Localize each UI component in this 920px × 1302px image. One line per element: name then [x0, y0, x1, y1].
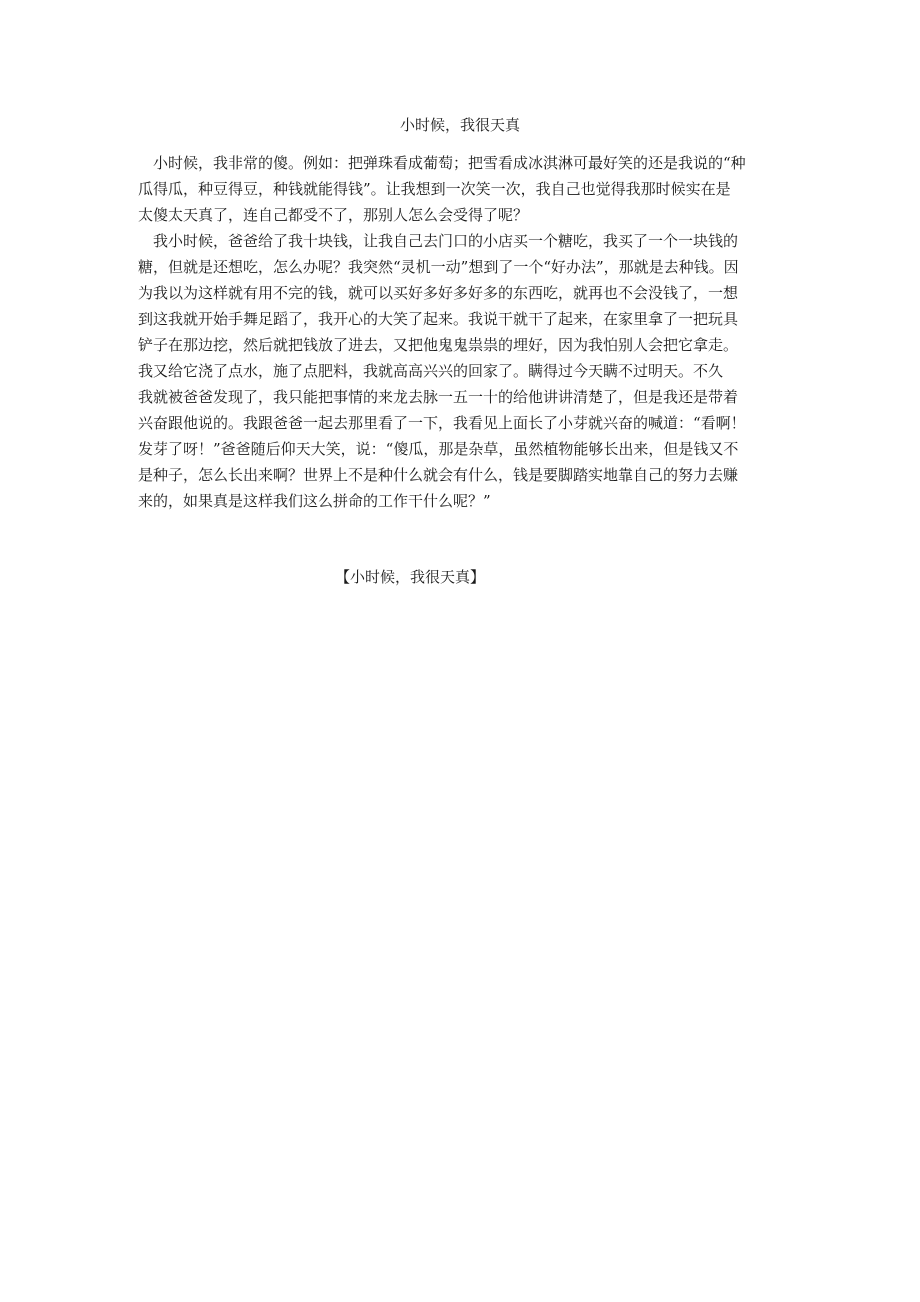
body-line: 小时候，我非常的傻。例如：把弹珠看成葡萄；把雪看成冰淇淋可最好笑的还是我说的“种 — [138, 154, 746, 172]
body-line: 来的，如果真是这样我们这么拼命的工作干什么呢？” — [138, 492, 491, 510]
body-line: 我就被爸爸发现了，我只能把事情的来龙去脉一五一十的给他讲讲清楚了，但是我还是带着 — [138, 388, 739, 406]
body-line: 兴奋跟他说的。我跟爸爸一起去那里看了一下，我看见上面长了小芽就兴奋的喊道：“看啊！ — [138, 414, 746, 432]
body-line: 是种子，怎么长出来啊？世界上不是种什么就会有什么，钱是要脚踏实地靠自己的努力去赚 — [138, 466, 739, 484]
footer-title: 【小时候，我很天真】 — [335, 568, 486, 586]
body-line: 铲子在那边挖，然后就把钱放了进去，又把他鬼鬼祟祟的埋好，因为我怕别人会把它拿走。 — [138, 336, 739, 354]
body-line: 我小时候，爸爸给了我十块钱，让我自己去门口的小店买一个糖吃，我买了一个一块钱的 — [138, 232, 739, 250]
body-line: 我又给它浇了点水，施了点肥料，我就高高兴兴的回家了。瞒得过今天瞒不过明天。不久 — [138, 362, 724, 380]
document-title: 小时候，我很天真 — [399, 116, 520, 134]
body-line: 瓜得瓜，种豆得豆，种钱就能得钱”。让我想到一次笑一次，我自己也觉得我那时候实在是 — [138, 180, 731, 198]
body-line: 为我以为这样就有用不完的钱，就可以买好多好多好多的东西吃，就再也不会没钱了，一想 — [138, 284, 739, 302]
body-line: 发芽了呀！”爸爸随后仰天大笑，说：“傻瓜，那是杂草，虽然植物能够长出来，但是钱又不 — [138, 440, 739, 458]
body-line: 糖，但就是还想吃，怎么办呢？我突然“灵机一动”想到了一个“好办法”，那就是去种钱。因 — [138, 258, 739, 276]
body-line: 到这我就开始手舞足蹈了，我开心的大笑了起来。我说干就干了起来，在家里拿了一把玩具 — [138, 310, 739, 328]
document-body — [138, 150, 798, 514]
body-line: 太傻太天真了，连自己都受不了，那别人怎么会受得了呢？ — [138, 206, 529, 224]
